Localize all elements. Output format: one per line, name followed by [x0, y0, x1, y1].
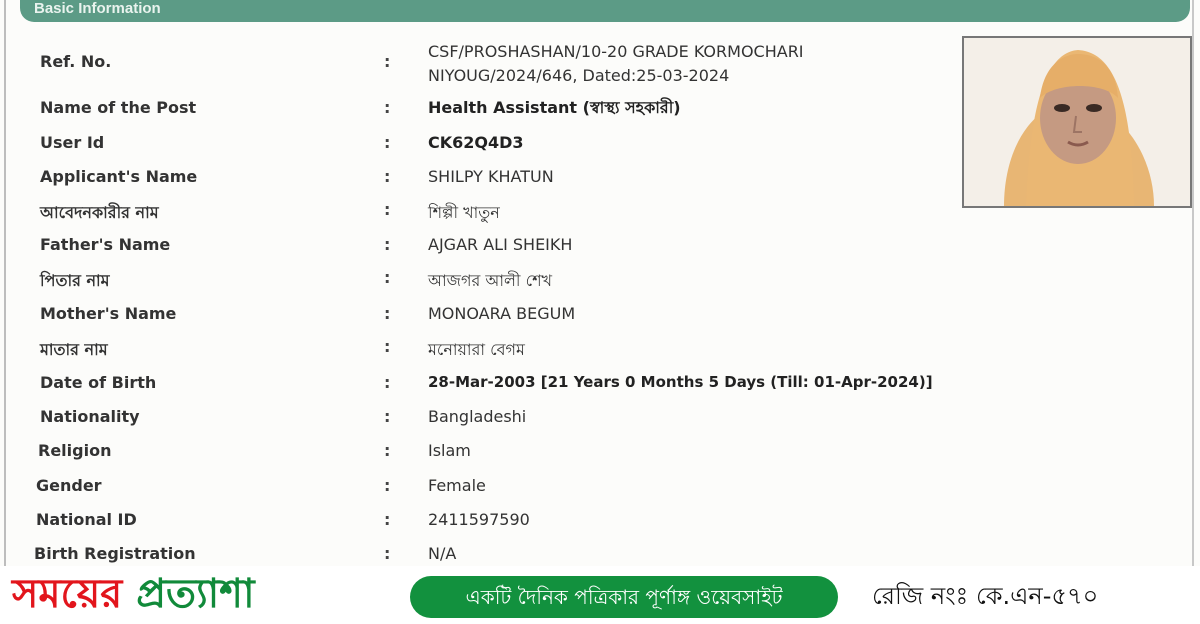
- field-mother-name-en: [0, 304, 1200, 330]
- field-colon: :: [384, 337, 391, 356]
- field-religion: [0, 441, 1200, 467]
- field-label: Father's Name: [40, 235, 171, 254]
- field-label: National ID: [36, 510, 137, 529]
- field-label: Ref. No.: [40, 52, 112, 71]
- field-colon: :: [384, 98, 391, 117]
- field-colon: :: [384, 373, 391, 392]
- field-colon: :: [384, 235, 391, 254]
- logo-part-2: প্রত্যাশা: [136, 571, 255, 617]
- field-value: Islam: [428, 441, 471, 460]
- field-value: MONOARA BEGUM: [428, 304, 576, 323]
- field-value: 2411597590: [428, 510, 530, 529]
- field-colon: :: [384, 304, 391, 323]
- section-title: Basic Information: [34, 0, 161, 17]
- field-birth-registration: [0, 544, 1200, 566]
- field-label: পিতার নাম: [40, 271, 110, 290]
- field-colon: :: [384, 544, 391, 563]
- field-label: Mother's Name: [40, 304, 177, 323]
- field-colon: :: [384, 510, 391, 529]
- field-colon: :: [384, 133, 391, 152]
- field-value: Bangladeshi: [428, 407, 527, 426]
- field-value: 28-Mar-2003 [21 Years 0 Months 5 Days (Till: 01-Apr-2024)]: [428, 373, 933, 391]
- field-label: Date of Birth: [40, 373, 157, 392]
- field-colon: :: [384, 476, 391, 495]
- field-label: Religion: [38, 441, 112, 460]
- field-colon: :: [384, 167, 391, 186]
- field-colon: :: [384, 200, 391, 219]
- logo-part-1: সময়ের: [12, 571, 137, 617]
- field-father-name-bn: [0, 268, 1200, 294]
- field-value: AJGAR ALI SHEIKH: [428, 235, 573, 254]
- field-label: User Id: [40, 133, 105, 152]
- newspaper-logo: [12, 570, 255, 618]
- section-header: [20, 0, 1190, 22]
- registration-number: রেজি নংঃ কে.এন-৫৭০: [872, 582, 1099, 610]
- field-label: Nationality: [40, 407, 140, 426]
- field-value: [428, 40, 804, 88]
- field-label: আবেদনকারীর নাম: [40, 203, 159, 222]
- field-colon: :: [384, 268, 391, 287]
- field-gender: [0, 476, 1200, 502]
- field-label: Applicant's Name: [40, 167, 198, 186]
- field-value: Health Assistant (স্বাস্থ্য সহকারী): [428, 98, 681, 117]
- field-colon: :: [384, 407, 391, 426]
- tagline-pill: একটি দৈনিক পত্রিকার পূর্ণাঙ্গ ওয়েবসাইট: [410, 576, 838, 618]
- field-colon: :: [384, 441, 391, 460]
- field-value: Female: [428, 476, 486, 495]
- field-mother-name-bn: [0, 337, 1200, 363]
- field-value: N/A: [428, 544, 457, 563]
- field-value: মনোয়ারা বেগম: [428, 340, 525, 359]
- field-date-of-birth: [0, 373, 1200, 399]
- ref-line-2: NIYOUG/2024/646, Dated:25-03-2024: [428, 66, 730, 85]
- ref-line-1: CSF/PROSHASHAN/10-20 GRADE KORMOCHARI: [428, 42, 804, 61]
- field-nationality: [0, 407, 1200, 433]
- field-value: শিল্পী খাতুন: [428, 203, 500, 222]
- field-value: SHILPY KHATUN: [428, 167, 554, 186]
- field-national-id: [0, 510, 1200, 536]
- field-label: মাতার নাম: [40, 340, 108, 359]
- field-value: CK62Q4D3: [428, 133, 524, 152]
- field-label: Name of the Post: [40, 98, 197, 117]
- field-father-name-en: [0, 235, 1200, 261]
- applicant-photo: [962, 36, 1192, 208]
- field-label: Birth Registration: [34, 544, 196, 563]
- footer-banner: [0, 566, 1200, 624]
- person-portrait-icon: [964, 38, 1190, 206]
- field-value: আজগর আলী শেখ: [428, 271, 553, 290]
- field-colon: :: [384, 52, 391, 71]
- field-label: Gender: [36, 476, 102, 495]
